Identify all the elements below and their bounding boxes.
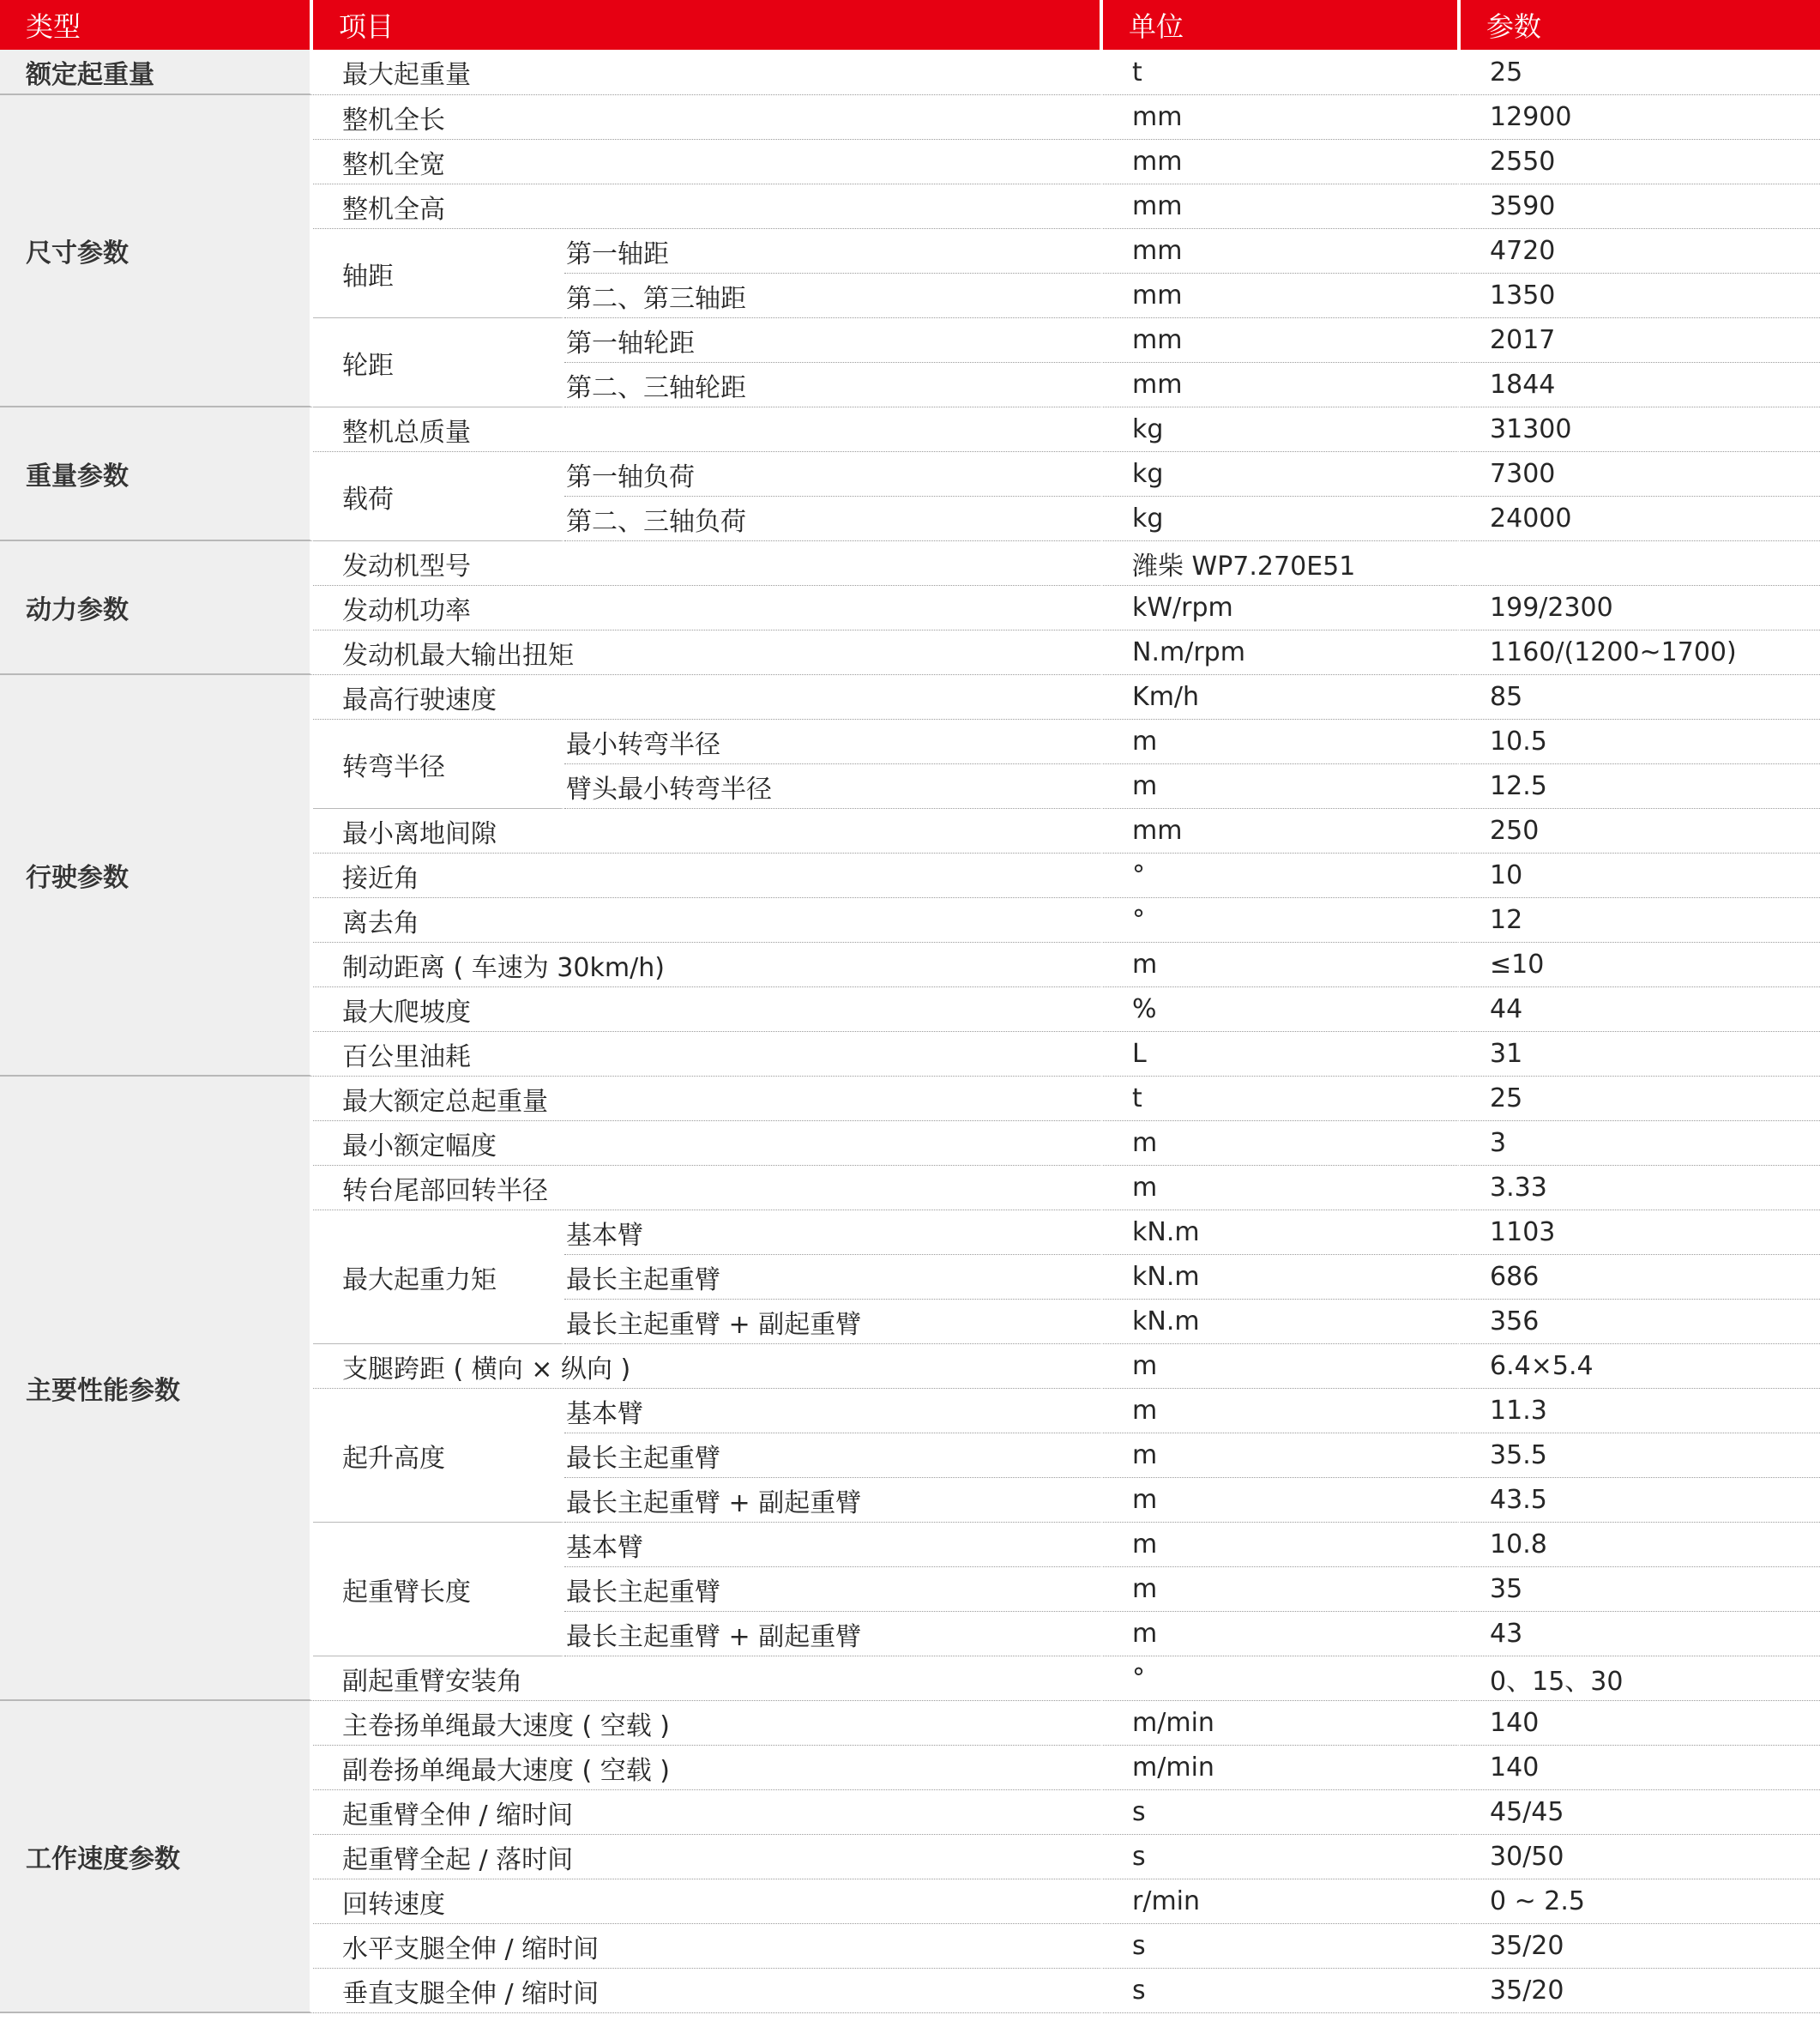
value-cell: 2017	[1461, 318, 1820, 363]
unit-cell: m	[1103, 1121, 1461, 1166]
item-label: 起重臂全伸 / 缩时间	[313, 1790, 1103, 1835]
sub-item-label: 第一轴轮距	[564, 318, 1103, 363]
unit-cell: s	[1103, 1969, 1461, 2013]
header-value: 参数	[1461, 0, 1820, 50]
value-cell: 85	[1461, 675, 1820, 720]
item-label: 最大爬坡度	[313, 987, 1103, 1032]
value-cell: 25	[1461, 1077, 1820, 1121]
group-label: 转弯半径	[313, 720, 564, 809]
value-cell: 12	[1461, 898, 1820, 943]
unit-cell: kW/rpm	[1103, 586, 1461, 630]
value-cell: 6.4×5.4	[1461, 1344, 1820, 1389]
sub-item-label: 臂头最小转弯半径	[564, 764, 1103, 809]
value-cell: 12.5	[1461, 764, 1820, 809]
unit-cell: mm	[1103, 363, 1461, 407]
section-type: 动力参数	[0, 541, 313, 675]
item-label: 主卷扬单绳最大速度 ( 空载 )	[313, 1701, 1103, 1746]
unit-cell: °	[1103, 1656, 1461, 1701]
value-cell: 1844	[1461, 363, 1820, 407]
item-label: 转台尾部回转半径	[313, 1166, 1103, 1210]
value-cell: 11.3	[1461, 1389, 1820, 1433]
unit-cell: %	[1103, 987, 1461, 1032]
table-row	[0, 675, 1820, 720]
unit-cell: mm	[1103, 809, 1461, 854]
unit-cell: t	[1103, 1077, 1461, 1121]
value-cell: 1350	[1461, 274, 1820, 318]
unit-cell: mm	[1103, 274, 1461, 318]
section-type: 工作速度参数	[0, 1701, 313, 2013]
value-cell: 10.5	[1461, 720, 1820, 764]
value-cell: 31300	[1461, 407, 1820, 452]
unit-cell: t	[1103, 50, 1461, 95]
table-row	[0, 1701, 1820, 1746]
sub-item-label: 第二、三轴负荷	[564, 497, 1103, 541]
unit-cell: kN.m	[1103, 1300, 1461, 1344]
unit-cell: 潍柴 WP7.270E51	[1103, 541, 1461, 586]
unit-cell: m	[1103, 1478, 1461, 1523]
group-label: 起重臂长度	[313, 1523, 564, 1656]
value-cell: 0 ~ 2.5	[1461, 1879, 1820, 1924]
value-cell: 10	[1461, 854, 1820, 898]
sub-item-label: 最长主起重臂	[564, 1433, 1103, 1478]
table-row	[0, 50, 1820, 95]
unit-cell: mm	[1103, 318, 1461, 363]
unit-cell: mm	[1103, 229, 1461, 274]
item-label: 支腿跨距 ( 横向 × 纵向 )	[313, 1344, 1103, 1389]
value-cell: 12900	[1461, 95, 1820, 140]
item-label: 最小离地间隙	[313, 809, 1103, 854]
value-cell: 10.8	[1461, 1523, 1820, 1567]
unit-cell: °	[1103, 854, 1461, 898]
unit-cell: m	[1103, 764, 1461, 809]
group-label: 起升高度	[313, 1389, 564, 1523]
table-row	[0, 541, 1820, 586]
sub-item-label: 最长主起重臂 + 副起重臂	[564, 1612, 1103, 1656]
unit-cell: m	[1103, 943, 1461, 987]
sub-item-label: 第二、第三轴距	[564, 274, 1103, 318]
value-cell: 7300	[1461, 452, 1820, 497]
sub-item-label: 第一轴负荷	[564, 452, 1103, 497]
spec-body	[0, 50, 1820, 2013]
unit-cell: m	[1103, 1433, 1461, 1478]
sub-item-label: 基本臂	[564, 1523, 1103, 1567]
value-cell: 35/20	[1461, 1924, 1820, 1969]
item-label: 最大起重量	[313, 50, 1103, 95]
value-cell: 44	[1461, 987, 1820, 1032]
item-label: 发动机功率	[313, 586, 1103, 630]
item-label: 离去角	[313, 898, 1103, 943]
item-label: 水平支腿全伸 / 缩时间	[313, 1924, 1103, 1969]
item-label: 整机全高	[313, 184, 1103, 229]
value-cell: 45/45	[1461, 1790, 1820, 1835]
item-label: 副起重臂安装角	[313, 1656, 1103, 1701]
sub-item-label: 第一轴距	[564, 229, 1103, 274]
unit-cell: m/min	[1103, 1701, 1461, 1746]
value-cell: 2550	[1461, 140, 1820, 184]
value-cell: 250	[1461, 809, 1820, 854]
item-label: 最小额定幅度	[313, 1121, 1103, 1166]
section-type: 行驶参数	[0, 675, 313, 1077]
value-cell: 35.5	[1461, 1433, 1820, 1478]
item-label: 接近角	[313, 854, 1103, 898]
group-label: 轴距	[313, 229, 564, 318]
item-label: 最大额定总起重量	[313, 1077, 1103, 1121]
item-label: 起重臂全起 / 落时间	[313, 1835, 1103, 1879]
sub-item-label: 基本臂	[564, 1389, 1103, 1433]
unit-cell: mm	[1103, 95, 1461, 140]
group-label: 载荷	[313, 452, 564, 541]
unit-cell: m	[1103, 1523, 1461, 1567]
unit-cell: m	[1103, 1612, 1461, 1656]
value-cell: ≤10	[1461, 943, 1820, 987]
item-label: 整机总质量	[313, 407, 1103, 452]
unit-cell: kg	[1103, 407, 1461, 452]
header-type: 类型	[0, 0, 313, 50]
unit-cell: m/min	[1103, 1746, 1461, 1790]
value-cell: 3590	[1461, 184, 1820, 229]
section-type: 主要性能参数	[0, 1077, 313, 1701]
item-label: 整机全宽	[313, 140, 1103, 184]
header-item: 项目	[313, 0, 1103, 50]
sub-item-label: 第二、三轴轮距	[564, 363, 1103, 407]
unit-cell: s	[1103, 1924, 1461, 1969]
unit-cell: mm	[1103, 140, 1461, 184]
sub-item-label: 最小转弯半径	[564, 720, 1103, 764]
unit-cell: kN.m	[1103, 1255, 1461, 1300]
unit-cell: m	[1103, 1389, 1461, 1433]
unit-cell: m	[1103, 1166, 1461, 1210]
table-row	[0, 407, 1820, 452]
table-row	[0, 95, 1820, 140]
value-cell: 43.5	[1461, 1478, 1820, 1523]
sub-item-label: 最长主起重臂	[564, 1567, 1103, 1612]
item-label: 回转速度	[313, 1879, 1103, 1924]
unit-cell: L	[1103, 1032, 1461, 1077]
value-cell: 30/50	[1461, 1835, 1820, 1879]
item-label: 百公里油耗	[313, 1032, 1103, 1077]
section-type: 尺寸参数	[0, 95, 313, 407]
unit-cell: Km/h	[1103, 675, 1461, 720]
unit-cell: N.m/rpm	[1103, 630, 1461, 675]
header-row	[0, 0, 1820, 50]
sub-item-label: 最长主起重臂	[564, 1255, 1103, 1300]
unit-cell: s	[1103, 1835, 1461, 1879]
value-cell: 24000	[1461, 497, 1820, 541]
value-cell: 35/20	[1461, 1969, 1820, 2013]
unit-cell: kg	[1103, 452, 1461, 497]
value-cell: 356	[1461, 1300, 1820, 1344]
unit-cell: m	[1103, 1567, 1461, 1612]
value-cell: 686	[1461, 1255, 1820, 1300]
value-cell: 199/2300	[1461, 586, 1820, 630]
header-unit: 单位	[1103, 0, 1461, 50]
item-label: 发动机型号	[313, 541, 1103, 586]
value-cell: 4720	[1461, 229, 1820, 274]
value-cell: 1160/(1200~1700)	[1461, 630, 1820, 675]
sub-item-label: 最长主起重臂 + 副起重臂	[564, 1300, 1103, 1344]
group-label: 最大起重力矩	[313, 1210, 564, 1344]
unit-cell: m	[1103, 1344, 1461, 1389]
unit-cell: r/min	[1103, 1879, 1461, 1924]
group-label: 轮距	[313, 318, 564, 407]
unit-cell: m	[1103, 720, 1461, 764]
item-label: 整机全长	[313, 95, 1103, 140]
section-type: 重量参数	[0, 407, 313, 541]
unit-cell: kN.m	[1103, 1210, 1461, 1255]
table-row	[0, 1077, 1820, 1121]
sub-item-label: 基本臂	[564, 1210, 1103, 1255]
value-cell: 1103	[1461, 1210, 1820, 1255]
sub-item-label: 最长主起重臂 + 副起重臂	[564, 1478, 1103, 1523]
value-cell: 140	[1461, 1746, 1820, 1790]
section-type: 额定起重量	[0, 50, 313, 95]
item-label: 垂直支腿全伸 / 缩时间	[313, 1969, 1103, 2013]
unit-cell: °	[1103, 898, 1461, 943]
value-cell: 43	[1461, 1612, 1820, 1656]
item-label: 最高行驶速度	[313, 675, 1103, 720]
value-cell: 140	[1461, 1701, 1820, 1746]
item-label: 副卷扬单绳最大速度 ( 空载 )	[313, 1746, 1103, 1790]
value-cell	[1461, 541, 1820, 586]
unit-cell: kg	[1103, 497, 1461, 541]
value-cell: 35	[1461, 1567, 1820, 1612]
value-cell: 0、15、30	[1461, 1656, 1820, 1701]
value-cell: 3	[1461, 1121, 1820, 1166]
value-cell: 3.33	[1461, 1166, 1820, 1210]
value-cell: 25	[1461, 50, 1820, 95]
value-cell: 31	[1461, 1032, 1820, 1077]
unit-cell: s	[1103, 1790, 1461, 1835]
item-label: 发动机最大输出扭矩	[313, 630, 1103, 675]
unit-cell: mm	[1103, 184, 1461, 229]
item-label: 制动距离 ( 车速为 30km/h)	[313, 943, 1103, 987]
